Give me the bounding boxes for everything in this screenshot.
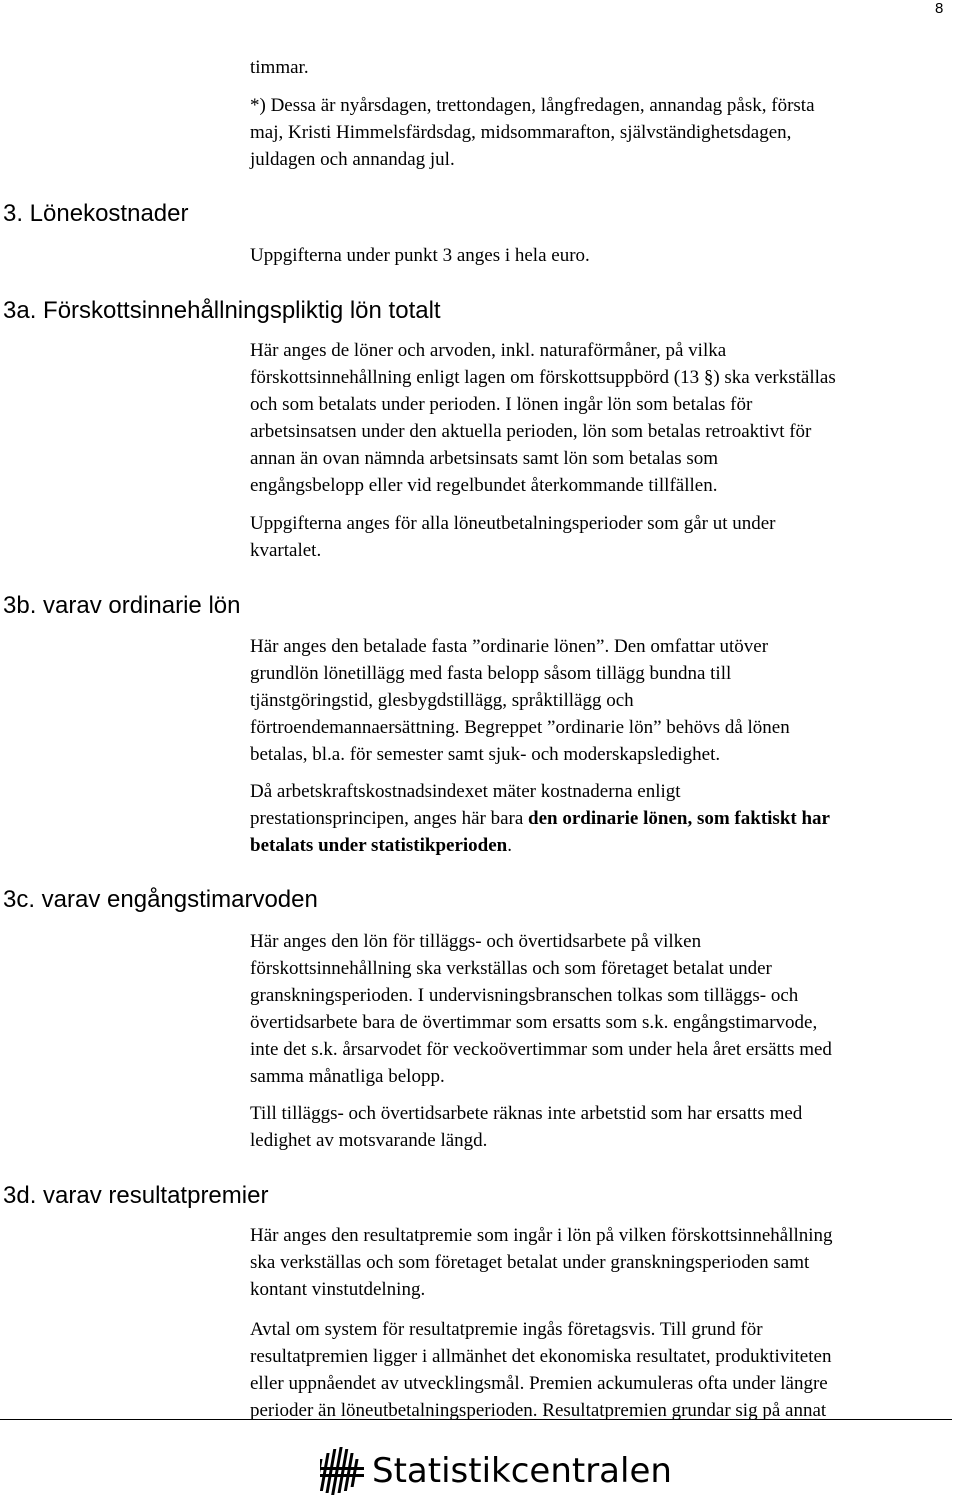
section-3b-paragraph-2 xyxy=(250,778,955,859)
text-line: inte det s.k. årsarvodet för veckoövertimmar som under hela året ersätts med xyxy=(250,1039,832,1060)
logo-text: Statistikcentralen xyxy=(372,1451,672,1491)
section-3-text xyxy=(250,242,955,269)
page-number: 8 xyxy=(935,0,944,17)
text-line: kontant vinstutdelning. xyxy=(250,1279,426,1300)
text-line: Här anges de löner och arvoden, inkl. naturaförmåner, på vilka xyxy=(250,340,727,361)
text-line: Här anges den lön för tilläggs- och övertidsarbete på vilken xyxy=(250,931,702,952)
text-line: granskningsperioden. I undervisningsbranschen tolkas som tilläggs- och xyxy=(250,985,799,1006)
heading-3c: 3c. varav engångstimarvoden xyxy=(3,886,318,913)
section-3b-paragraph-1 xyxy=(250,633,955,768)
statistikcentralen-mark-icon xyxy=(320,1445,364,1497)
text-line: Här anges den resultatpremie som ingår i lön på vilken förskottsinnehållning xyxy=(250,1225,833,1246)
text-line: och som betalats under perioden. I lönen ingår lön som betalas för xyxy=(250,394,753,415)
text-line: tjänstgöringstid, glesbygdstillägg, språktillägg och xyxy=(250,690,634,711)
statistikcentralen-logo xyxy=(320,1445,672,1497)
text-span: . xyxy=(507,835,512,856)
text-line: eller uppnåendet av utvecklingsmål. Premien ackumuleras ofta under längre xyxy=(250,1373,828,1394)
text-line: maj, Kristi Himmelsfärdsdag, midsommarafton, självständighetsdagen, xyxy=(250,122,792,143)
text-line: annan än ovan nämnda arbetsinsats samt lön som betalas som xyxy=(250,448,719,469)
heading-3b: 3b. varav ordinarie lön xyxy=(3,592,241,619)
heading-3: 3. Lönekostnader xyxy=(3,200,189,227)
text-line: ledighet av motsvarande längd. xyxy=(250,1130,488,1151)
text-line xyxy=(250,805,955,832)
text-line: kvartalet. xyxy=(250,540,322,561)
section-3d-paragraph-2 xyxy=(250,1316,955,1424)
heading-3d: 3d. varav resultatpremier xyxy=(3,1182,269,1209)
holiday-footnote xyxy=(250,92,955,173)
text-line: Här anges den betalade fasta ”ordinarie lönen”. Den omfattar utöver xyxy=(250,636,769,657)
text-line: arbetsinsatsen under den aktuella perioden, lön som betalas retroaktivt för xyxy=(250,421,812,442)
text-line: juldagen och annandag jul. xyxy=(250,149,455,170)
text-line: samma månatliga belopp. xyxy=(250,1066,445,1087)
section-3c-paragraph-1 xyxy=(250,928,955,1090)
text-line: Uppgifterna anges för alla löneutbetalningsperioder som går ut under xyxy=(250,513,776,534)
text-line xyxy=(250,832,955,859)
section-3c-paragraph-2 xyxy=(250,1100,955,1154)
text-line: *) Dessa är nyårsdagen, trettondagen, långfredagen, annandag påsk, första xyxy=(250,95,815,116)
text-line: engångsbelopp eller vid regelbundet återkommande tillfällen. xyxy=(250,475,718,496)
heading-3a: 3a. Förskottsinnehållningspliktig lön totalt xyxy=(3,297,441,324)
text-line: förskottsinnehållning ska verkställas och som företaget betalat under xyxy=(250,958,772,979)
section-3a-paragraph-2 xyxy=(250,510,955,564)
bold-text: betalats under statistikperioden xyxy=(250,835,508,856)
text-line: timmar. xyxy=(250,57,309,78)
text-line: förskottsinnehållning enligt lagen om förskottsuppbörd (13 §) ska verkställas xyxy=(250,367,836,388)
text-line: förtroendemannaersättning. Begreppet ”ordinarie lön” behövs då lönen xyxy=(250,717,790,738)
bold-text: den ordinarie lönen, som faktiskt har xyxy=(528,808,830,829)
text-line: Avtal om system för resultatpremie ingås företagsvis. Till grund för xyxy=(250,1319,763,1340)
section-3d-paragraph-1 xyxy=(250,1222,955,1303)
text-line: grundlön lönetillägg med fasta belopp såsom tillägg bundna till xyxy=(250,663,732,684)
intro-text xyxy=(250,54,955,81)
text-line: betalas, bl.a. för semester samt sjuk- och moderskapsledighet. xyxy=(250,744,721,765)
text-span: prestationsprincipen, anges här bara xyxy=(250,808,529,829)
text-line: ska verkställas och som företaget betalat under granskningsperioden samt xyxy=(250,1252,810,1273)
text-line: övertidsarbete bara de övertimmar som ersatts som s.k. engångstimarvode, xyxy=(250,1012,818,1033)
text-line: Då arbetskraftskostnadsindexet mäter kostnaderna enligt xyxy=(250,781,681,802)
section-3a-paragraph-1 xyxy=(250,337,955,499)
text-line: resultatpremien ligger i allmänhet det ekonomiska resultatet, produktiviteten xyxy=(250,1346,832,1367)
footer-rule xyxy=(0,1419,952,1420)
text-line: Till tilläggs- och övertidsarbete räknas inte arbetstid som har ersatts med xyxy=(250,1103,803,1124)
text-line: Uppgifterna under punkt 3 anges i hela euro. xyxy=(250,245,590,266)
text-line: perioder än löneutbetalningsperioden. Resultatpremien grundar sig på annat xyxy=(250,1400,827,1421)
